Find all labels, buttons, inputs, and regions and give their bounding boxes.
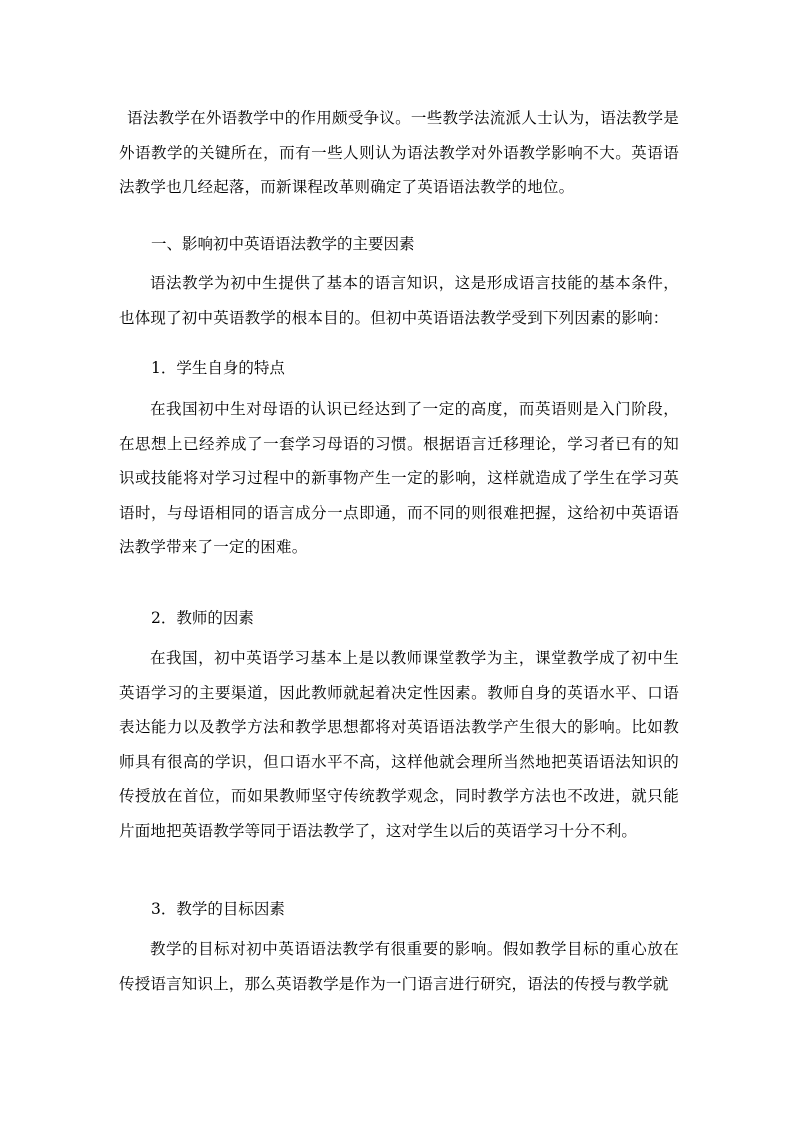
section-1-paragraph: 语法教学为初中生提供了基本的语言知识，这是形成语言技能的基本条件，也体现了初中英语教学的根本目的。但初中英语语法教学受到下列因素的影响：: [119, 274, 679, 327]
goal-paragraph: 教学的目标对初中英语语法教学有很重要的影响。假如教学目标的重心放在传授语言知识上，那么英语教学是作为一门语言进行研究，语法的传授与教学就: [119, 940, 679, 993]
section-heading-1: 一、影响初中英语语法教学的主要因素: [151, 235, 415, 253]
subheading-3-goal: 3．教学的目标因素: [151, 900, 285, 918]
subheading-1-student: 1．学生自身的特点: [151, 359, 285, 377]
intro-paragraph: 语法教学在外语教学中的作用颇受争议。一些教学法流派人士认为，语法教学是外语教学的关键所在，而有一些人则认为语法教学对外语教学影响不大。英语语法教学也几经起落，而新课程改革则确定了英语语法教学的地位。: [119, 109, 679, 196]
student-paragraph: 在我国初中生对母语的认识已经达到了一定的高度，而英语则是入门阶段，在思想上已经养成了一套学习母语的习惯。根据语言迁移理论，学习者已有的知识或技能将对学习过程中的新事物产生一定的影响，这样就造成了学生在学习英语时，与母语相同的语言成分一点即通，而不同的则很难把握，这给初中英语语法教学带来了一定的困难。: [119, 400, 679, 556]
subheading-2-teacher: 2．教师的因素: [151, 609, 254, 627]
teacher-paragraph: 在我国，初中英语学习基本上是以教师课堂教学为主，课堂教学成了初中生英语学习的主要渠道，因此教师就起着决定性因素。教师自身的英语水平、口语表达能力以及教学方法和教学思想都将对英语语法教学产生很大的影响。比如教师具有很高的学识，但口语水平不高，这样他就会理所当然地把英语语法知识的传授放在首位，而如果教师坚守传统教学观念，同时教学方法也不改进，就只能片面地把英语教学等同于语法教学了，这对学生以后的英语学习十分不利。: [119, 649, 679, 840]
